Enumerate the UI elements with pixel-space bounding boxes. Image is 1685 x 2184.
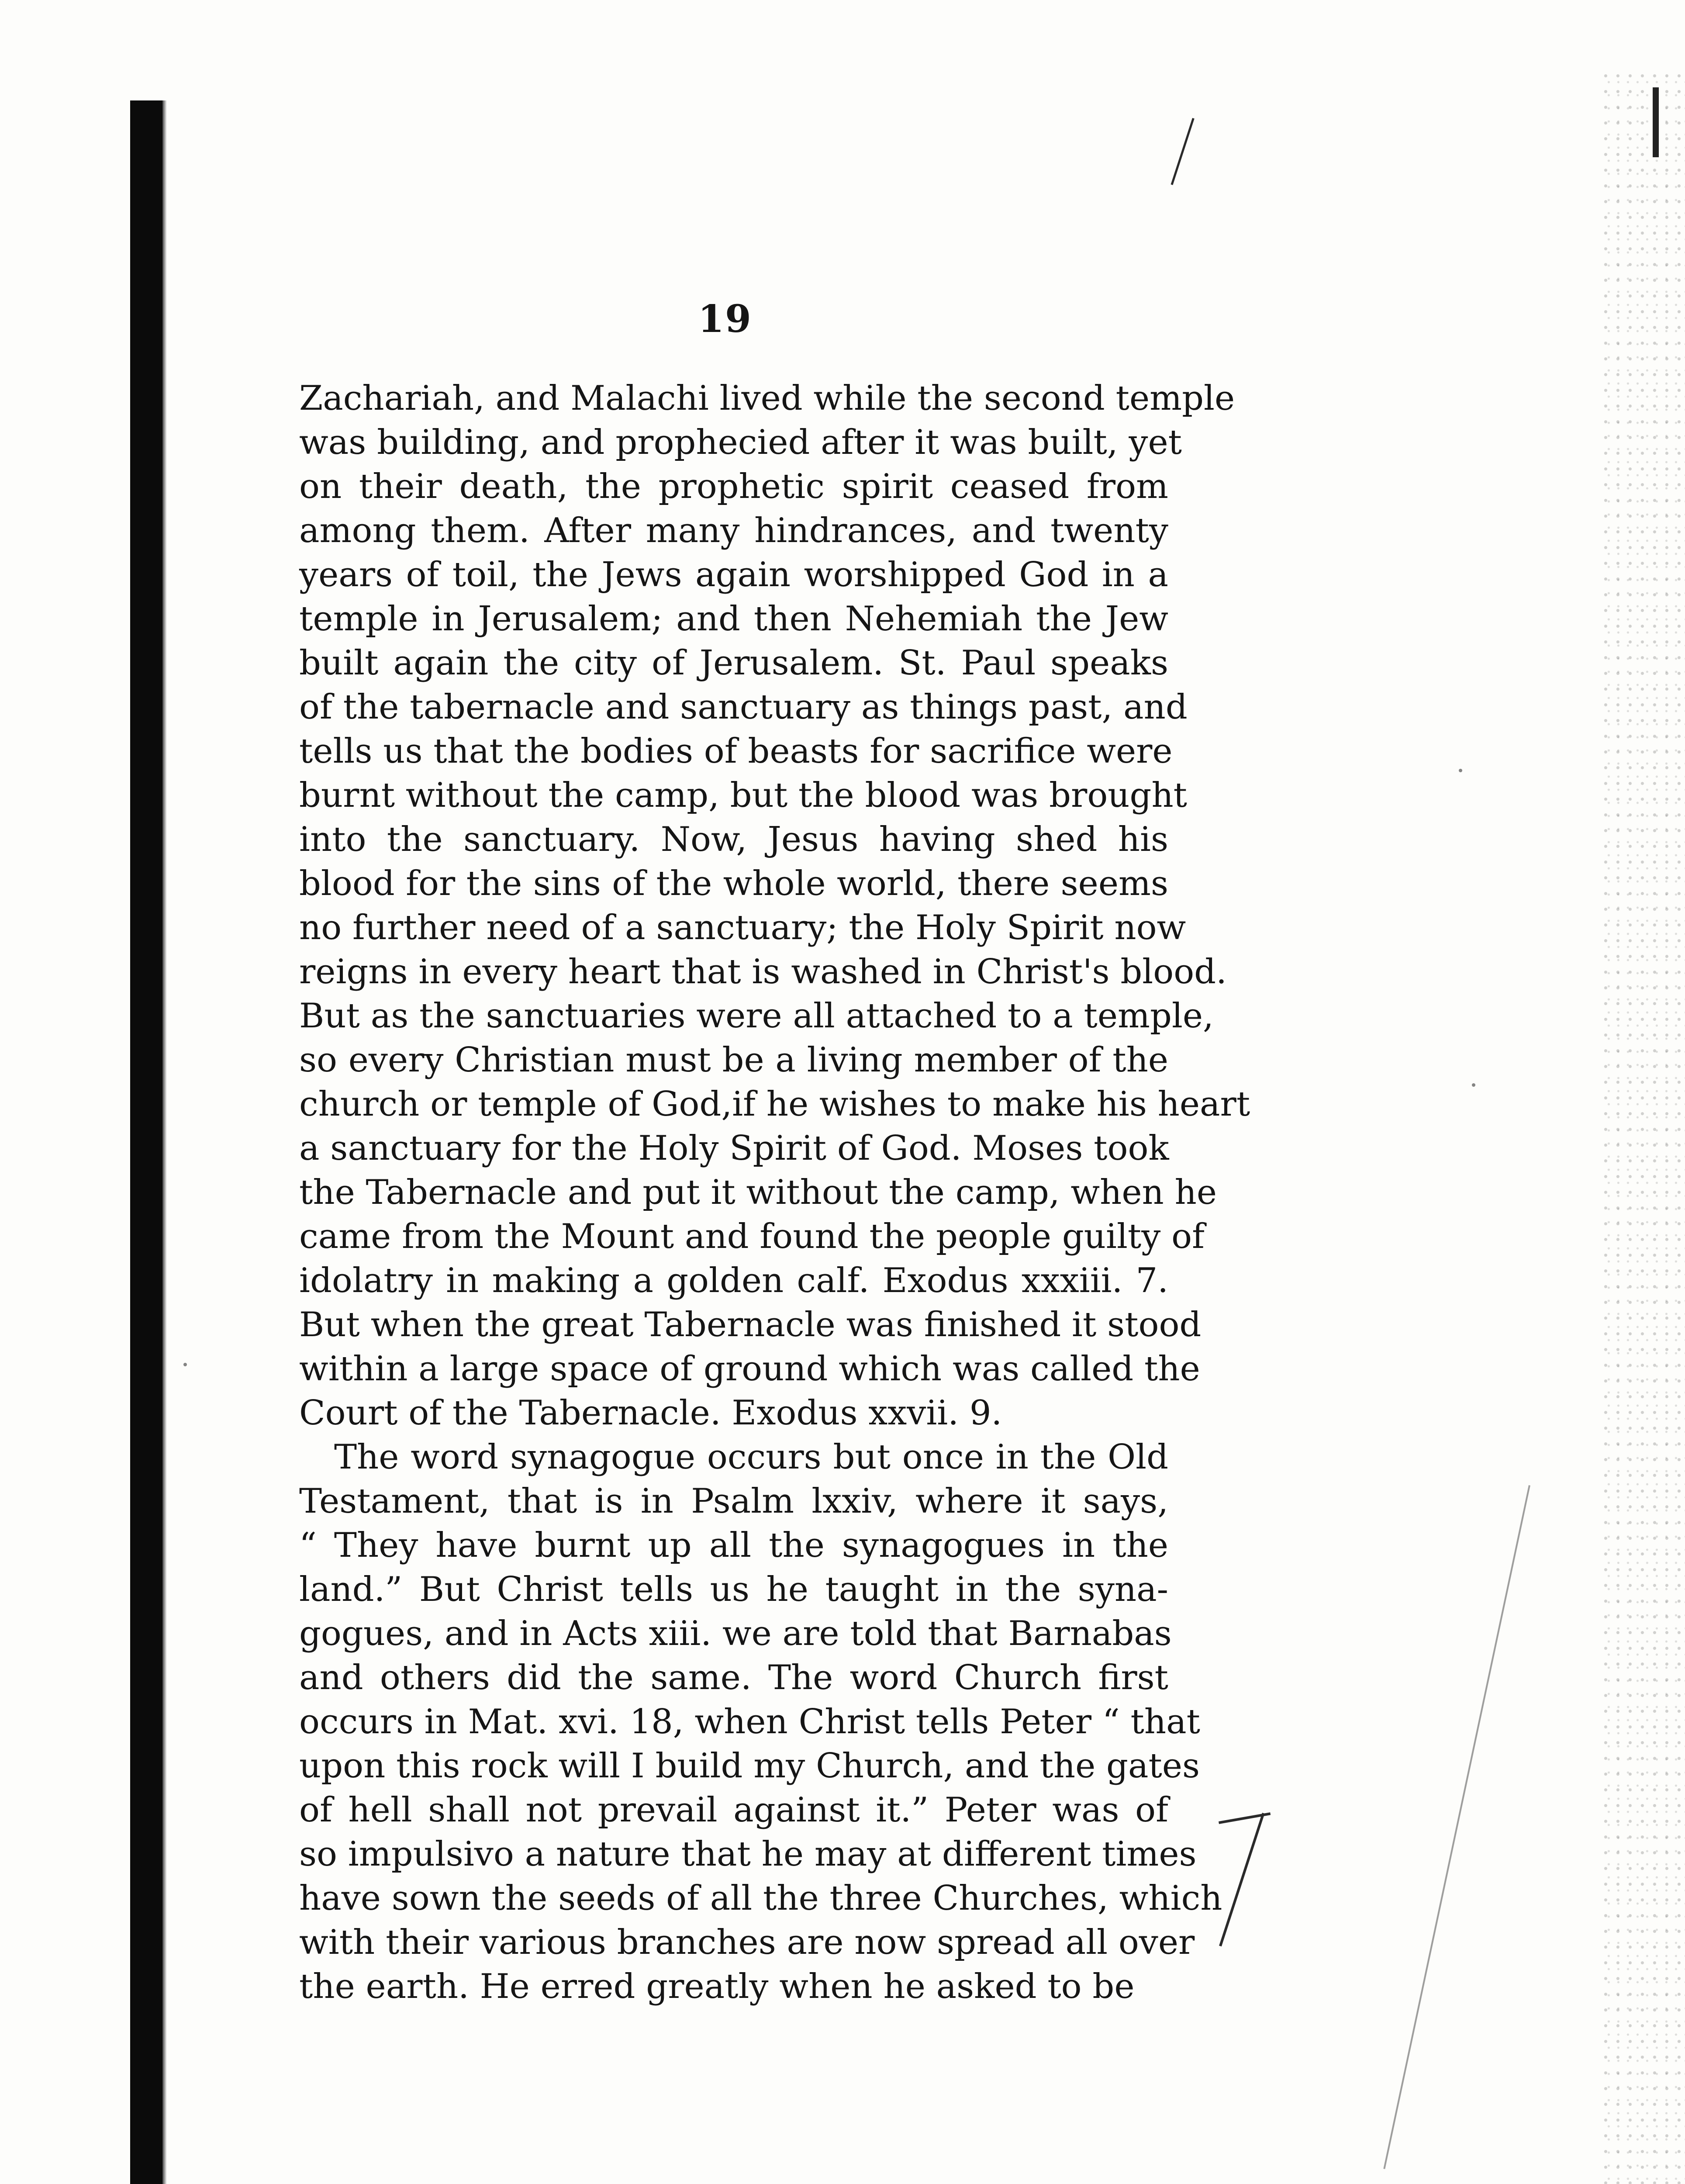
text-line: within a large space of ground which was called the — [299, 1349, 1200, 1389]
text-line: temple in Jerusalem; and then Nehemiah the Jew — [299, 599, 1168, 639]
text-line: occurs in Mat. xvi. 18, when Christ tells Peter “ that — [299, 1702, 1200, 1742]
text-line: into the sanctuary. Now, Jesus having shed his — [299, 820, 1168, 859]
text-line: But when the great Tabernacle was finished it stood — [299, 1305, 1202, 1344]
text-line: and others did the same. The word Church first — [299, 1658, 1168, 1697]
text-line: land.” But Christ tells us he taught in the syna- — [299, 1570, 1168, 1609]
text-line: Court of the Tabernacle. Exodus xxvii. 9. — [299, 1393, 1002, 1433]
text-line: church or temple of God,if he wishes to make his heart — [299, 1085, 1250, 1124]
paragraph-1 — [299, 377, 1250, 1435]
text-line: The word synagogue occurs but once in the Old — [334, 1438, 1168, 1477]
text-line: “ They have burnt up all the synagogues in the — [299, 1526, 1168, 1565]
text-line: Zachariah, and Malachi lived while the second temple — [299, 379, 1235, 418]
text-line: idolatry in making a golden calf. Exodus xxxiii. 7. — [299, 1261, 1168, 1300]
text-line: so impulsivo a nature that he may at different times — [299, 1835, 1197, 1874]
text-line: came from the Mount and found the people guilty of — [299, 1217, 1205, 1256]
text-line: a sanctuary for the Holy Spirit of God. Moses took — [299, 1129, 1169, 1168]
text-line: of hell shall not prevail against it.” Peter was of — [299, 1790, 1168, 1830]
text-line: so every Christian must be a living member of the — [299, 1040, 1168, 1080]
scan-speck — [1472, 1083, 1475, 1087]
text-line: with their various branches are now spread all over — [299, 1923, 1195, 1962]
text-line: years of toil, the Jews again worshipped God in a — [299, 555, 1168, 594]
pencil-mark — [1171, 118, 1195, 185]
text-line: Testament, that is in Psalm lxxiv, where it says, — [299, 1482, 1168, 1521]
text-line: blood for the sins of the whole world, there seems — [299, 864, 1168, 903]
text-line: was building, and prophecied after it was built, yet — [299, 423, 1182, 462]
pencil-margin-line — [1383, 1485, 1530, 2169]
text-line: built again the city of Jerusalem. St. Paul speaks — [299, 643, 1168, 683]
text-line: no further need of a sanctuary; the Holy Spirit now — [299, 908, 1186, 947]
paragraph-2 — [299, 1435, 1222, 2009]
scan-speck — [183, 1363, 187, 1366]
text-line: of the tabernacle and sanctuary as things past, and — [299, 688, 1188, 727]
text-line: gogues, and in Acts xiii. we are told that Barnabas — [299, 1614, 1172, 1653]
text-line: have sown the seeds of all the three Churches, which — [299, 1879, 1222, 1918]
text-line: But as the sanctuaries were all attached to a temple, — [299, 996, 1214, 1036]
text-line: on their death, the prophetic spirit ceased from — [299, 467, 1168, 506]
text-line: burnt without the camp, but the blood was brought — [299, 776, 1188, 815]
right-edge-mark — [1653, 87, 1659, 157]
binding-shadow-edge — [162, 100, 167, 2184]
text-line: upon this rock will I build my Church, and the gates — [299, 1746, 1200, 1786]
text-line: the earth. He erred greatly when he asked to be — [299, 1967, 1135, 2006]
page-number: 19 — [698, 297, 752, 341]
right-edge-scan-noise — [1602, 74, 1685, 2184]
text-line: reigns in every heart that is washed in Christ's blood. — [299, 952, 1227, 992]
scan-speck — [1459, 769, 1462, 772]
text-line: tells us that the bodies of beasts for sacrifice were — [299, 732, 1173, 771]
pencil-seven-stem — [1219, 1813, 1265, 1946]
binding-shadow — [130, 100, 162, 2184]
text-line: the Tabernacle and put it without the camp, when he — [299, 1173, 1217, 1212]
body-text — [299, 377, 1250, 2009]
text-line: among them. After many hindrances, and twenty — [299, 511, 1168, 550]
